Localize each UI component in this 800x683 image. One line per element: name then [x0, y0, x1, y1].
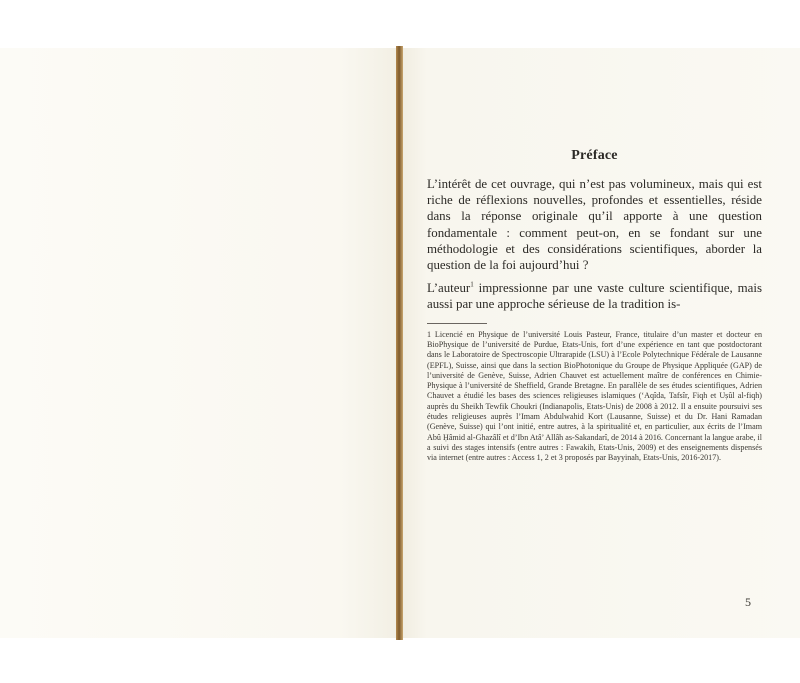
paragraph-2-end: impressionne par une vaste culture scientifique, mais aussi par une approche sérieuse de la tradition is-: [427, 281, 762, 312]
page-number: 5: [745, 595, 751, 609]
page-content: [427, 148, 762, 463]
book-gutter: [396, 46, 403, 640]
page-title: Préface: [571, 148, 618, 163]
left-page-blank: [0, 48, 398, 638]
body-paragraph-2: [427, 280, 762, 312]
footnote-separator: [427, 323, 487, 324]
paragraph-2-start: L’auteur: [427, 281, 471, 296]
footnote-reference: 1: [470, 280, 474, 289]
body-paragraph-1: L’intérêt de cet ouvrage, qui n’est pas volumineux, mais qui est riche de réflexions nouvelles, profondes et essentielles, réside dans la réponse originale qu’il apporte à une question fondamentale : comment peut-on, en se fondant sur une méthodologie et des considérations scientifiques, aborder la question de la foi aujourd’hui ?: [427, 177, 762, 273]
footnote-text: 1 Licencié en Physique de l’université Louis Pasteur, France, titulaire d’un master et docteur en BioPhysique de l’université de Purdue, Etats-Unis, fort d’une expérience en tant que postdoctorant dans le Laboratoire de Spectroscopie Ultrarapide (LSU) à l’Ecole Polytechnique Fédérale de Lausanne (EPFL), Suisse, ainsi que dans la section BioPhotonique du Groupe de Physique Appliquée (GAP) de l’université de Genève, Suisse, Adrien Chauvet est actuellement maître de conférences en Chimie-Physique à l’université de Sheffield, Grande Bretagne. En parallèle de ses études scientifiques, Adrien Chauvet a étudié les bases des sciences religieuses islamiques (‘Aqîda, Tafsîr, Fiqh et Uṣûl al-fiqh) auprès du Sheikh Tewfik Choukri (Indianapolis, Etats-Unis) de 2008 à 2012. Il a ensuite poursuivi ses études religieuses auprès l’Imam Abdulwahid Kort (Lausanne, Suisse) et du Dr. Hani Ramadan (Genève, Suisse) qui l’ont initié, entre autres, à la spiritualité et, en particulier, aux écrits de l’Imam Abû Ḥâmid al-Ghazâlî et d’Ibn Atâ’ Allâh as-Sakandarî, de 2014 à 2016. Concernant la langue arabe, il a suivi des stages intensifs (entre autres : Fawakih, Etats-Unis, 2009) et des enseignements dispensés via internet (entre autres : Access 1, 2 et 3 proposés par Bayyinah, Etats-Unis, 2016-2017).: [427, 329, 762, 463]
